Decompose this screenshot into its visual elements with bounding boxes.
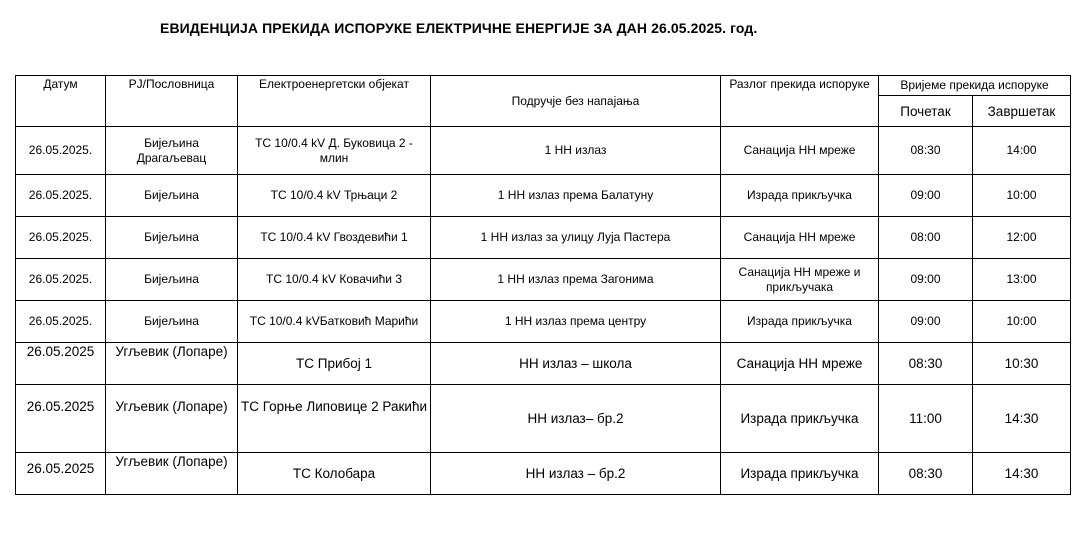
cell-area: 1 НН излаз за улицу Луја Пастера [431,217,721,259]
cell-start: 09:00 [879,175,973,217]
cell-reason: Израда прикључка [721,175,879,217]
cell-start: 08:00 [879,217,973,259]
header-reason: Разлог прекида испоруке [721,76,879,127]
cell-end: 10:30 [973,343,1071,385]
cell-area: НН излаз – школа [431,343,721,385]
header-start: Почетак [879,96,973,127]
cell-facility: ТС 10/0.4 kVБатковић Марићи [238,301,431,343]
cell-date: 26.05.2025. [16,175,106,217]
cell-facility: ТС Горње Липовице 2 Ракићи [238,385,431,453]
header-area: Подручје без напајања [431,76,721,127]
cell-unit: Бијељина [106,217,238,259]
cell-end: 14:30 [973,385,1071,453]
table-row [16,259,1071,301]
cell-unit: Бијељина [106,259,238,301]
cell-end: 13:00 [973,259,1071,301]
cell-date: 26.05.2025. [16,301,106,343]
cell-unit: Угљевик (Лопаре) [106,385,238,453]
cell-start: 09:00 [879,301,973,343]
table-row [16,385,1071,453]
document-title: ЕВИДЕНЦИЈА ПРЕКИДА ИСПОРУКЕ ЕЛЕКТРИЧНЕ ЕНЕРГИЈЕ ЗА ДАН 26.05.2025. год. [160,20,758,36]
table-row [16,217,1071,259]
cell-reason: Санација НН мреже [721,127,879,175]
cell-unit: Бијељина [106,301,238,343]
cell-facility: ТС 10/0.4 kV Гвоздевићи 1 [238,217,431,259]
table-row [16,301,1071,343]
cell-end: 12:00 [973,217,1071,259]
cell-date: 26.05.2025. [16,217,106,259]
cell-start: 08:30 [879,127,973,175]
cell-end: 14:30 [973,453,1071,495]
cell-end: 10:00 [973,175,1071,217]
cell-reason: Санација НН мреже [721,343,879,385]
cell-start: 09:00 [879,259,973,301]
cell-reason: Санација НН мреже [721,217,879,259]
cell-unit: Угљевик (Лопаре) [106,453,238,495]
cell-date: 26.05.2025 [16,453,106,495]
table-row [16,453,1071,495]
cell-reason: Израда прикључка [721,301,879,343]
cell-facility: ТС 10/0.4 kV Ковачићи 3 [238,259,431,301]
cell-unit: Бијељина Драгаљевац [106,127,238,175]
cell-reason: Израда прикључка [721,385,879,453]
cell-unit: Бијељина [106,175,238,217]
cell-end: 14:00 [973,127,1071,175]
cell-area: 1 НН излаз према центру [431,301,721,343]
cell-area: НН излаз– бр.2 [431,385,721,453]
cell-date: 26.05.2025 [16,385,106,453]
table-row [16,175,1071,217]
cell-unit: Угљевик (Лопаре) [106,343,238,385]
cell-facility: ТС 10/0.4 kV Д. Буковица 2 - млин [238,127,431,175]
header-time-group: Вријеме прекида испоруке [879,76,1071,96]
table-row [16,127,1071,175]
cell-area: НН излаз – бр.2 [431,453,721,495]
table-row [16,343,1071,385]
header-unit: РЈ/Пословница [106,76,238,127]
header-end: Завршетак [973,96,1071,127]
cell-start: 08:30 [879,343,973,385]
cell-date: 26.05.2025 [16,343,106,385]
cell-date: 26.05.2025. [16,259,106,301]
cell-area: 1 НН излаз [431,127,721,175]
cell-facility: ТС Прибој 1 [238,343,431,385]
cell-area: 1 НН излаз према Балатуну [431,175,721,217]
header-row [16,76,1071,96]
header-facility: Електроенергетски објекат [238,76,431,127]
outage-table [15,75,1071,495]
cell-reason: Израда прикључка [721,453,879,495]
cell-date: 26.05.2025. [16,127,106,175]
cell-reason: Санација НН мреже и прикључака [721,259,879,301]
cell-facility: ТС Колобара [238,453,431,495]
cell-area: 1 НН излаз према Загонима [431,259,721,301]
cell-start: 08:30 [879,453,973,495]
cell-start: 11:00 [879,385,973,453]
cell-end: 10:00 [973,301,1071,343]
cell-facility: ТС 10/0.4 kV Трњаци 2 [238,175,431,217]
header-date: Датум [16,76,106,127]
